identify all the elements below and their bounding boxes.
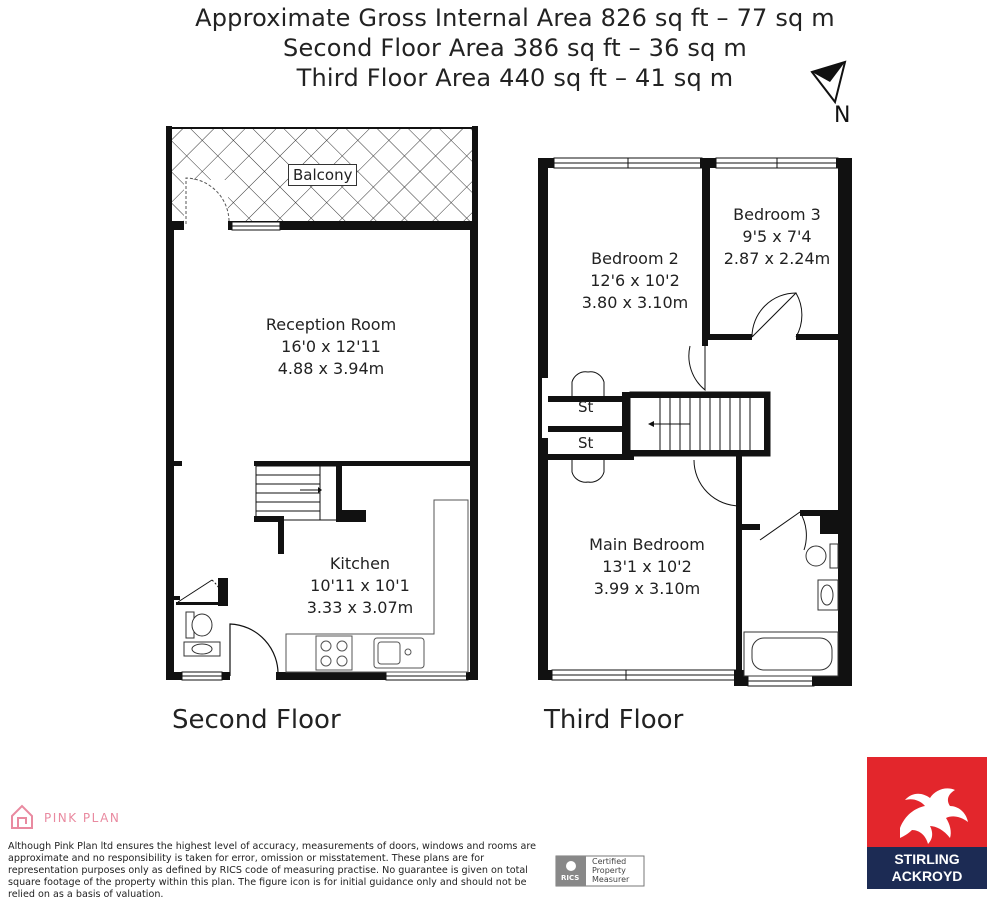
bedroom-3-imperial: 9'5 x 7'4 — [742, 227, 812, 246]
reception-room-metric: 4.88 x 3.94m — [277, 359, 385, 378]
second-floor-area-heading: Second Floor Area 386 sq ft – 36 sq m — [283, 34, 747, 62]
reception-room-name: Reception Room — [265, 315, 397, 334]
main-bedroom-metric: 3.99 x 3.10m — [593, 579, 701, 598]
reception-room-imperial: 16'0 x 12'11 — [281, 337, 381, 356]
bedroom-3-label — [712, 204, 842, 270]
reception-room-label — [216, 314, 446, 380]
disclaimer-text: Although Pink Plan ltd ensures the highest level of accuracy, measurements of doors, windows and rooms are approximate and no responsibility is taken for error, omission or misstatement. These plans are for representation purposes only as defined by RICS code of measuring practise. No guarantee is given on total square footage of the property within this plan. The figure icon is for initial guidance only and should not be relied on as a basis of valuation. — [8, 841, 536, 900]
main-bedroom-label — [572, 534, 722, 600]
store-2-label: St — [578, 434, 594, 452]
bathroom-toilet-icon — [806, 544, 838, 568]
rics-line-1: Certified — [592, 857, 627, 866]
rics-certified-text — [592, 857, 629, 884]
third-floor-title: Third Floor — [544, 705, 684, 735]
bedroom-3-name: Bedroom 3 — [733, 205, 821, 224]
stairs-third-floor — [630, 392, 770, 456]
second-floor-title: Second Floor — [172, 705, 341, 735]
rics-short-label: RICS — [561, 874, 580, 882]
bedroom-2-metric: 3.80 x 3.10m — [581, 293, 689, 312]
stirling-ackroyd-wordmark — [867, 851, 987, 885]
balcony-label: Balcony — [288, 164, 357, 186]
pink-plan-logo-icon — [12, 806, 32, 828]
north-compass-icon — [812, 62, 845, 102]
bedroom-2-imperial: 12'6 x 10'2 — [590, 271, 680, 290]
bedroom-3-metric: 2.87 x 2.24m — [723, 249, 831, 268]
wc-basin-icon — [184, 642, 220, 656]
compass-north-label: N — [834, 103, 851, 128]
bedroom-2-label — [565, 248, 705, 314]
kitchen-metric: 3.33 x 3.07m — [306, 598, 414, 617]
kitchen-label — [290, 553, 430, 619]
third-floor-area-heading: Third Floor Area 440 sq ft – 41 sq m — [296, 64, 734, 92]
brand-line-1: STIRLING — [894, 851, 960, 867]
main-bedroom-name: Main Bedroom — [589, 535, 705, 554]
bathtub-icon — [744, 632, 838, 676]
kitchen-name: Kitchen — [329, 554, 391, 573]
gross-area-heading: Approximate Gross Internal Area 826 sq ft – 77 sq m — [195, 4, 835, 32]
rics-line-2: Property — [592, 866, 626, 875]
main-bedroom-imperial: 13'1 x 10'2 — [602, 557, 692, 576]
wc-toilet-icon — [186, 612, 212, 638]
pink-plan-brand: PINK PLAN — [44, 811, 121, 825]
rics-line-3: Measurer — [592, 875, 630, 884]
store-1-label: St — [578, 398, 594, 416]
kitchen-imperial: 10'11 x 10'1 — [310, 576, 410, 595]
stairs-second-floor — [256, 466, 338, 520]
bathroom-basin-icon — [818, 580, 838, 610]
bedroom-2-name: Bedroom 2 — [591, 249, 679, 268]
brand-line-2: ACKROYD — [891, 868, 963, 884]
